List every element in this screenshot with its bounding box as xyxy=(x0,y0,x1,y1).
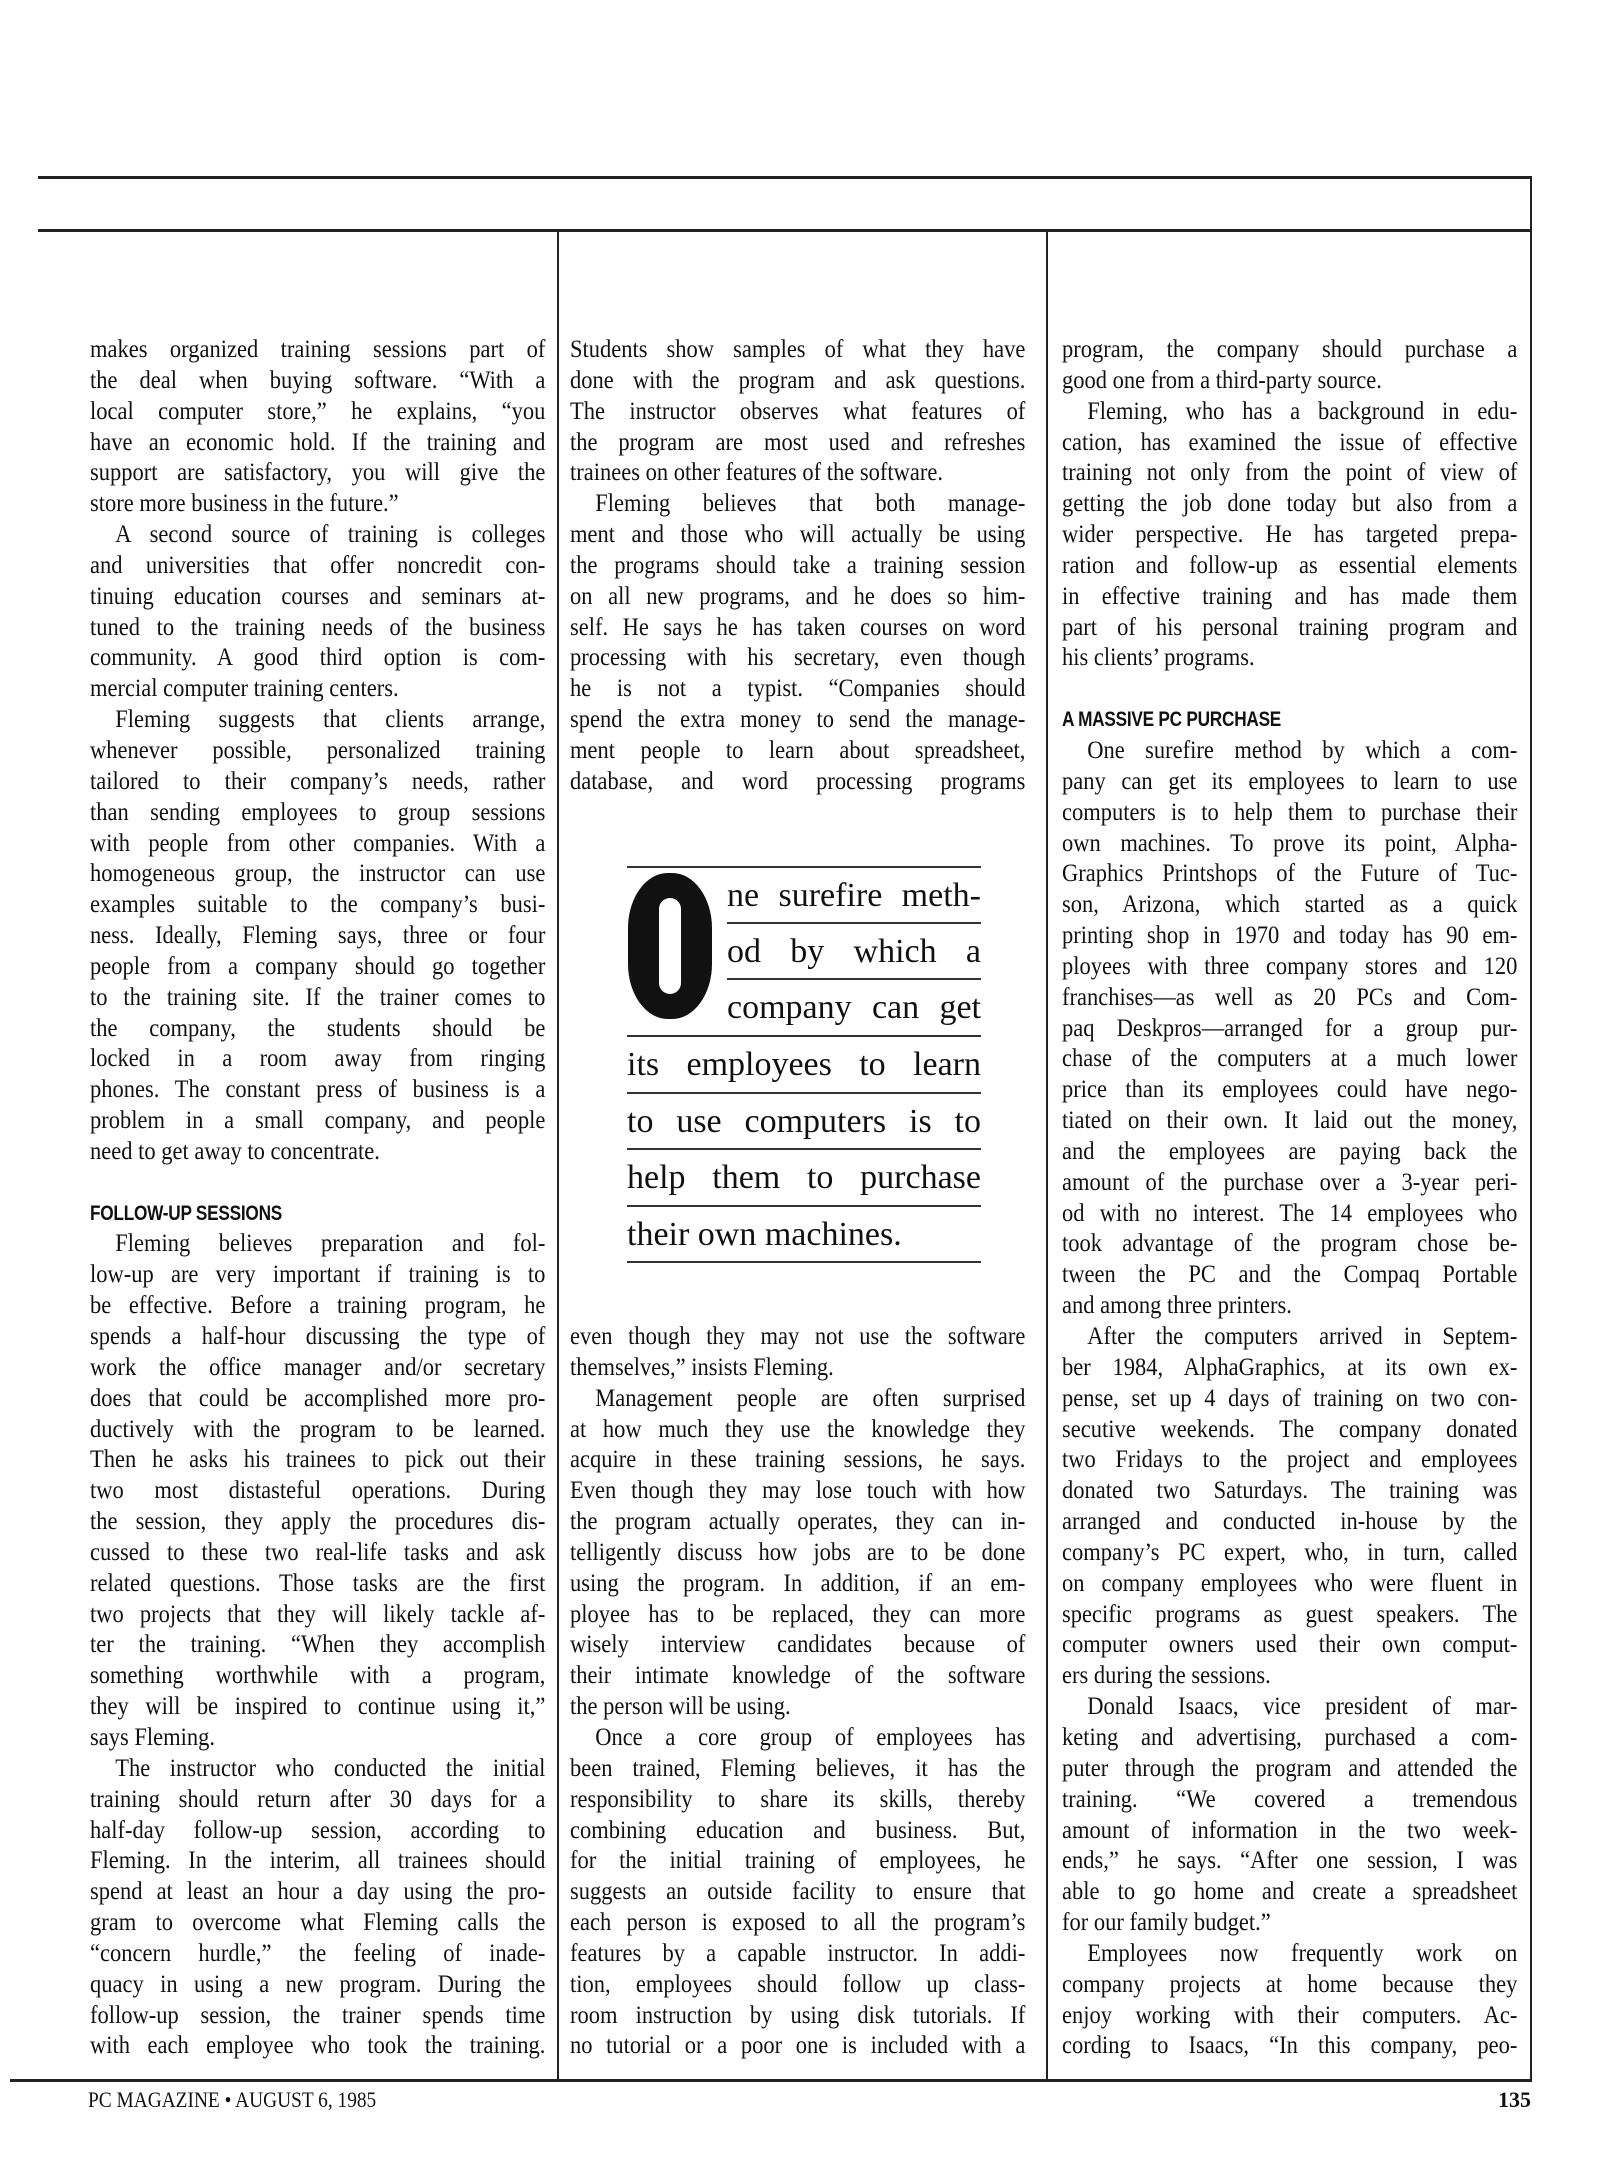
text-line: good one from a third-party source. xyxy=(1062,366,1382,394)
text-line: locked in a room away from ringing xyxy=(90,1045,546,1073)
text-line: something worthwhile with a program, xyxy=(90,1662,546,1690)
text-line: be effective. Before a training program, he xyxy=(90,1292,546,1320)
text-line: the deal when buying software. “With a xyxy=(90,366,546,394)
text-line: the person will be using. xyxy=(570,1693,791,1721)
text-line: and universities that offer noncredit con- xyxy=(90,551,546,579)
text-line: After the computers arrived in Septem- xyxy=(1087,1323,1518,1350)
text-line: computers is to help them to purchase their xyxy=(1062,798,1518,826)
pull-quote-line: help them to purchase xyxy=(627,1159,981,1196)
text-line: Employees now frequently work on xyxy=(1087,1939,1518,1967)
text-line: took advantage of the program chose be- xyxy=(1062,1230,1518,1258)
text-line: quacy in using a new program. During the xyxy=(90,1970,546,1998)
header-rule xyxy=(38,229,1532,232)
text-line: half-day follow-up session, according to xyxy=(90,1816,546,1844)
pull-quote-rule xyxy=(627,1261,981,1263)
text-line: related questions. Those tasks are the first xyxy=(90,1569,546,1597)
pull-quote-rule xyxy=(627,1035,981,1037)
text-line: in effective training and has made them xyxy=(1062,582,1518,610)
text-line: company’s PC expert, who, in turn, called xyxy=(1062,1538,1518,1566)
text-line: tinuing education courses and seminars at- xyxy=(90,582,546,610)
text-line: ber 1984, AlphaGraphics, at its own ex- xyxy=(1062,1353,1518,1381)
text-line: keting and advertising, purchased a com- xyxy=(1062,1723,1518,1751)
text-line: wider perspective. He has targeted prepa- xyxy=(1062,521,1518,549)
text-line: ductively with the program to be learned. xyxy=(90,1415,546,1443)
pull-quote-line: od by which a xyxy=(727,933,981,970)
text-line: phones. The constant press of business is a xyxy=(90,1076,546,1104)
text-line: features by a capable instructor. In addi- xyxy=(570,1939,1026,1967)
text-line: than sending employees to group sessions xyxy=(90,798,546,826)
text-line: says Fleming. xyxy=(90,1723,216,1751)
text-line: tuned to the training needs of the business xyxy=(90,613,546,641)
text-line: whenever possible, personalized training xyxy=(90,736,546,764)
text-line: using the program. In addition, if an em- xyxy=(570,1569,1026,1597)
pull-quote xyxy=(627,866,981,1266)
pull-quote-line: to use computers is to xyxy=(627,1103,981,1140)
text-line: need to get away to concentrate. xyxy=(90,1137,380,1165)
pull-quote-line: ne surefire meth- xyxy=(727,877,981,914)
text-line: they will be inspired to continue using it,” xyxy=(90,1693,546,1721)
text-line: computer owners used their own comput- xyxy=(1062,1631,1518,1659)
article-column-3 xyxy=(1062,335,1517,2062)
text-line: ment and those who will actually be using xyxy=(570,521,1026,549)
pull-quote-line: its employees to learn xyxy=(627,1046,981,1083)
drop-cap-o xyxy=(628,873,712,1019)
text-line: ends,” he says. “After one session, I was xyxy=(1062,1847,1518,1875)
text-line: ter the training. “When they accomplish xyxy=(90,1631,546,1659)
text-line: local computer store,” he explains, “you xyxy=(90,397,546,425)
article-column-1 xyxy=(90,335,545,2062)
text-line: low-up are very important if training is to xyxy=(90,1261,546,1289)
text-line: able to go home and create a spreadsheet xyxy=(1062,1878,1518,1906)
text-line: cation, has examined the issue of effective xyxy=(1062,428,1518,456)
article-column-2-continued xyxy=(570,1322,1025,2062)
text-line: each person is exposed to all the program’s xyxy=(570,1909,1026,1937)
text-line: son, Arizona, which started as a quick xyxy=(1062,891,1518,919)
text-line: themselves,” insists Fleming. xyxy=(570,1353,834,1381)
text-line: tion, employees should follow up class- xyxy=(570,1970,1026,1998)
text-line: tiated on their own. It laid out the money, xyxy=(1062,1107,1518,1135)
text-line: on company employees who were fluent in xyxy=(1062,1569,1518,1597)
paragraph xyxy=(1062,1692,1517,1939)
text-line: at how much they use the knowledge they xyxy=(570,1415,1026,1443)
pull-quote-rule xyxy=(727,922,981,924)
text-line: ployee has to be replaced, they can more xyxy=(570,1600,1026,1628)
text-line: amount of information in the two week- xyxy=(1062,1816,1518,1844)
column-divider-1 xyxy=(557,230,559,2080)
text-line: puter through the program and attended the xyxy=(1062,1754,1518,1782)
section-heading: FOLLOW-UP SESSIONS xyxy=(90,1201,283,1225)
text-line: gram to overcome what Fleming calls the xyxy=(90,1909,546,1937)
text-line: od with no interest. The 14 employees who xyxy=(1062,1199,1518,1227)
text-line: combining education and business. But, xyxy=(570,1816,1026,1844)
pull-quote-rule xyxy=(627,1205,981,1207)
text-line: Fleming. In the interim, all trainees should xyxy=(90,1847,546,1875)
text-line: pense, set up 4 days of training on two con- xyxy=(1062,1384,1518,1412)
text-line: room instruction by using disk tutorials. If xyxy=(570,2001,1026,2029)
paragraph xyxy=(1062,736,1517,1322)
paragraph xyxy=(90,1229,545,1753)
pull-quote-line: company can get xyxy=(727,989,981,1026)
text-line: the session, they apply the procedures dis- xyxy=(90,1508,546,1536)
paragraph xyxy=(90,520,545,705)
text-line: his clients’ programs. xyxy=(1062,644,1255,672)
text-line: Then he asks his trainees to pick out their xyxy=(90,1446,546,1474)
text-line: support are satisfactory, you will give the xyxy=(90,459,546,487)
text-line: amount of the purchase over a 3-year peri- xyxy=(1062,1168,1518,1196)
paragraph xyxy=(90,705,545,1168)
text-line: the programs should take a training session xyxy=(570,551,1026,579)
text-line: even though they may not use the software xyxy=(570,1323,1026,1350)
text-line: company projects at home because they xyxy=(1062,1970,1518,1998)
paragraph xyxy=(570,1723,1025,2062)
text-line: One surefire method by which a com- xyxy=(1087,736,1518,764)
pull-quote-rule xyxy=(627,866,981,868)
text-line: have an economic hold. If the training and xyxy=(90,428,546,456)
text-line: training should return after 30 days for a xyxy=(90,1785,546,1813)
text-line: Once a core group of employees has xyxy=(595,1723,1026,1751)
text-line: the program are most used and refreshes xyxy=(570,428,1026,456)
text-line: Fleming believes preparation and fol- xyxy=(115,1230,546,1258)
text-line: examples suitable to the company’s busi- xyxy=(90,891,546,919)
text-line: their intimate knowledge of the software xyxy=(570,1662,1026,1690)
text-line: price than its employees could have nego- xyxy=(1062,1076,1518,1104)
text-line: community. A good third option is com- xyxy=(90,644,546,672)
text-line: chase of the computers at a much lower xyxy=(1062,1045,1518,1073)
text-line: two projects that they will likely tackle af- xyxy=(90,1600,546,1628)
text-line: with each employee who took the training. xyxy=(90,2032,546,2060)
text-line: trainees on other features of the software. xyxy=(570,459,943,487)
text-line: pany can get its employees to learn to use xyxy=(1062,767,1518,795)
paragraph xyxy=(1062,1322,1517,1692)
paragraph xyxy=(570,1384,1025,1723)
text-line: arranged and conducted in-house by the xyxy=(1062,1508,1518,1536)
text-line: franchises—as well as 20 PCs and Com- xyxy=(1062,983,1518,1011)
article-column-2 xyxy=(570,335,1025,798)
pull-quote-line: their own machines. xyxy=(627,1216,902,1253)
text-line: Fleming suggests that clients arrange, xyxy=(115,706,546,734)
paragraph xyxy=(1062,1939,1517,2062)
text-line: Fleming believes that both manage- xyxy=(595,490,1026,518)
text-line: done with the program and ask questions. xyxy=(570,366,1026,394)
text-line: ployees with three company stores and 120 xyxy=(1062,952,1518,980)
text-line: printing shop in 1970 and today has 90 em- xyxy=(1062,922,1518,950)
text-line: A second source of training is colleges xyxy=(115,521,546,549)
text-line: the company, the students should be xyxy=(90,1014,546,1042)
paragraph xyxy=(1062,397,1517,675)
pull-quote-rule xyxy=(627,1148,981,1150)
text-line: responsibility to share its skills, thereby xyxy=(570,1785,1026,1813)
section-heading: A MASSIVE PC PURCHASE xyxy=(1062,708,1282,732)
right-border xyxy=(1530,176,1532,2082)
text-line: makes organized training sessions part of xyxy=(90,336,546,363)
text-line: been trained, Fleming believes, it has the xyxy=(570,1754,1026,1782)
text-line: two most distasteful operations. During xyxy=(90,1477,546,1505)
text-line: work the office manager and/or secretary xyxy=(90,1353,546,1381)
text-line: and among three printers. xyxy=(1062,1292,1292,1320)
text-line: and the employees are paying back the xyxy=(1062,1137,1518,1165)
text-line: self. He says he has taken courses on word xyxy=(570,613,1026,641)
text-line: does that could be accomplished more pro- xyxy=(90,1384,546,1412)
text-line: secutive weekends. The company donated xyxy=(1062,1415,1518,1443)
paragraph xyxy=(90,1754,545,2062)
paragraph xyxy=(570,489,1025,797)
text-line: ration and follow-up as essential elements xyxy=(1062,551,1518,579)
text-line: homogeneous group, the instructor can use xyxy=(90,860,546,888)
column-divider-2 xyxy=(1046,230,1048,2080)
page-number: 135 xyxy=(1498,2087,1531,2112)
text-line: Even though they may lose touch with how xyxy=(570,1477,1026,1505)
text-line: specific programs as guest speakers. The xyxy=(1062,1600,1518,1628)
paragraph xyxy=(1062,335,1517,397)
text-line: spend at least an hour a day using the pro- xyxy=(90,1878,546,1906)
text-line: spend the extra money to send the manage- xyxy=(570,706,1026,734)
text-line: for the initial training of employees, he xyxy=(570,1847,1026,1875)
text-line: spends a half-hour discussing the type of xyxy=(90,1323,546,1350)
top-rule xyxy=(38,176,1532,179)
footer-publication: PC MAGAZINE • AUGUST 6, 1985 xyxy=(88,2087,377,2112)
text-line: Fleming, who has a background in edu- xyxy=(1087,397,1518,425)
bottom-rule xyxy=(10,2079,1532,2082)
text-line: people from a company should go together xyxy=(90,952,546,980)
pull-quote-rule xyxy=(727,978,981,980)
text-line: wisely interview candidates because of xyxy=(570,1631,1026,1659)
text-line: to the training site. If the trainer comes to xyxy=(90,983,546,1011)
text-line: ers during the sessions. xyxy=(1062,1662,1271,1690)
text-line: “concern hurdle,” the feeling of inade- xyxy=(90,1939,546,1967)
text-line: acquire in these training sessions, he says. xyxy=(570,1446,1026,1474)
text-line: two Fridays to the project and employees xyxy=(1062,1446,1518,1474)
text-line: paq Deskpros—arranged for a group pur- xyxy=(1062,1014,1518,1042)
text-line: enjoy working with their computers. Ac- xyxy=(1062,2001,1518,2029)
text-line: Management people are often surprised xyxy=(595,1384,1026,1412)
pull-quote-rule xyxy=(627,1092,981,1094)
text-line: no tutorial or a poor one is included with a xyxy=(570,2032,1026,2060)
text-line: Graphics Printshops of the Future of Tuc- xyxy=(1062,860,1518,888)
text-line: part of his personal training program and xyxy=(1062,613,1518,641)
text-line: training. “We covered a tremendous xyxy=(1062,1785,1518,1813)
text-line: he is not a typist. “Companies should xyxy=(570,675,1026,703)
text-line: on all new programs, and he does so him- xyxy=(570,582,1026,610)
text-line: mercial computer training centers. xyxy=(90,675,399,703)
text-line: The instructor who conducted the initial xyxy=(115,1754,546,1782)
paragraph xyxy=(570,335,1025,489)
text-line: donated two Saturdays. The training was xyxy=(1062,1477,1518,1505)
text-line: ment people to learn about spreadsheet, xyxy=(570,736,1026,764)
text-line: suggests an outside facility to ensure that xyxy=(570,1878,1026,1906)
text-line: getting the job done today but also from a xyxy=(1062,490,1518,518)
text-line: cussed to these two real-life tasks and ask xyxy=(90,1538,546,1566)
text-line: Students show samples of what they have xyxy=(570,336,1026,363)
text-line: store more business in the future.” xyxy=(90,490,399,518)
text-line: processing with his secretary, even though xyxy=(570,644,1026,672)
paragraph xyxy=(570,1322,1025,1384)
text-line: tween the PC and the Compaq Portable xyxy=(1062,1261,1518,1289)
text-line: ness. Ideally, Fleming says, three or four xyxy=(90,922,546,950)
text-line: program, the company should purchase a xyxy=(1062,336,1518,363)
paragraph xyxy=(90,335,545,520)
text-line: problem in a small company, and people xyxy=(90,1107,546,1135)
text-line: tailored to their company’s needs, rather xyxy=(90,767,546,795)
text-line: cording to Isaacs, “In this company, peo- xyxy=(1062,2032,1518,2060)
text-line: telligently discuss how jobs are to be done xyxy=(570,1538,1026,1566)
text-line: The instructor observes what features of xyxy=(570,397,1026,425)
text-line: database, and word processing programs xyxy=(570,767,1026,795)
text-line: own machines. To prove its point, Alpha- xyxy=(1062,829,1518,857)
text-line: the program actually operates, they can in- xyxy=(570,1508,1026,1536)
text-line: follow-up session, the trainer spends time xyxy=(90,2001,546,2029)
text-line: with people from other companies. With a xyxy=(90,829,546,857)
text-line: for our family budget.” xyxy=(1062,1909,1271,1937)
text-line: training not only from the point of view of xyxy=(1062,459,1518,487)
text-line: Donald Isaacs, vice president of mar- xyxy=(1087,1693,1518,1721)
